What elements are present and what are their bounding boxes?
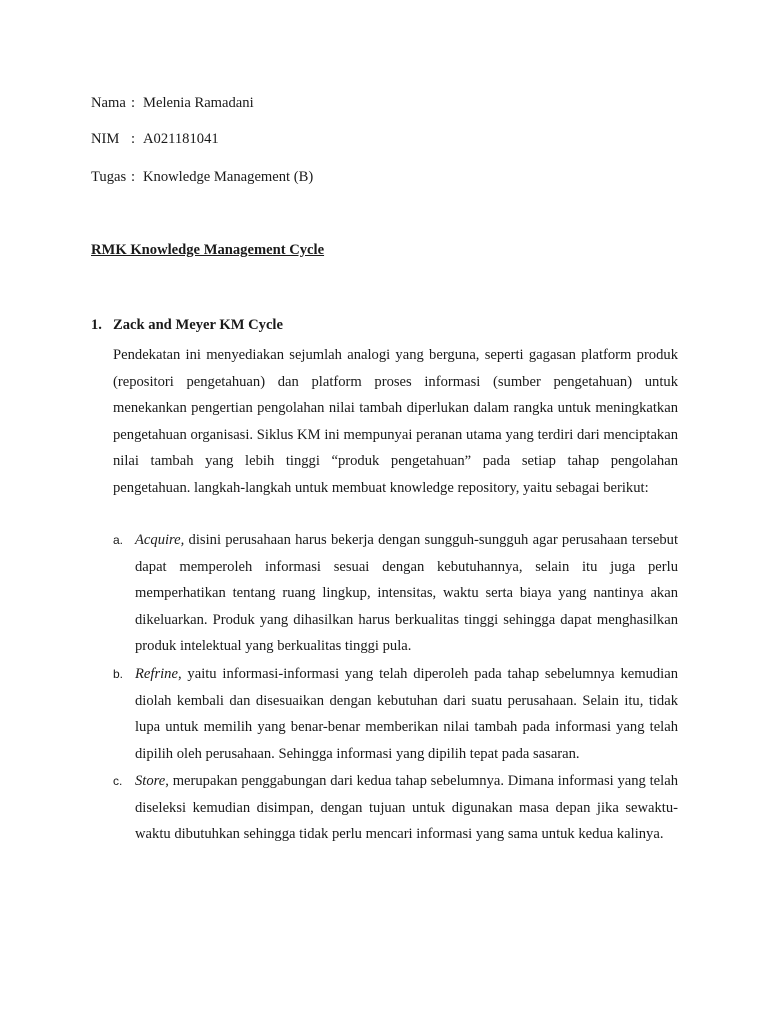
document-title: RMK Knowledge Management Cycle (91, 242, 325, 258)
section-heading (91, 315, 283, 335)
list-item-body: disini perusahaan harus bekerja dengan sungguh-sungguh agar perusahaan tersebut dapat memperoleh informasi sesuai dengan kebutuhannya, selain itu juga perlu memperhatikan tentang ruang lingkup, intensitas, waktu serta biaya yang nantinya akan dikeluarkan. Produk yang dihasilkan harus berkualitas tinggi sehingga dapat menghasilkan produk intelektual yang berkualitas tinggi pula. (135, 532, 678, 655)
meta-row-nim (91, 129, 219, 149)
meta-value: A021181041 (143, 131, 219, 147)
meta-separator: : (131, 95, 136, 111)
list-item-body: , merupakan penggabungan dari kedua tahap sebelumnya. Dimana informasi yang telah diseleksi kemudian disimpan, dengan tujuan untuk digunakan masa depan jika sewaktu-waktu dibutuhkan sehingga tidak perlu mencari informasi yang sama untuk kedua kalinya. (135, 773, 678, 843)
list-item (113, 661, 678, 767)
meta-row-tugas (91, 167, 313, 187)
meta-value: Knowledge Management (B) (143, 169, 314, 185)
list-item (113, 527, 678, 660)
list-item-term: Refrine (135, 666, 178, 682)
list-item-term: Acquire, (135, 532, 185, 548)
meta-label: Tugas (91, 169, 127, 185)
list-item-body: , yaitu informasi-informasi yang telah diperoleh pada tahap sebelumnya kemudian diolah kembali dan disesuaikan dengan kebutuhan dari suatu perusahaan. Selain itu, tidak lupa untuk memilih yang benar-benar memberikan nilai tambah pada informasi yang telah dipilih oleh perusahaan. Sehingga informasi yang dipilih tepat pada sasaran. (135, 666, 678, 762)
list-item-text (135, 768, 678, 848)
list-item-text (135, 527, 678, 660)
meta-value: Melenia Ramadani (143, 95, 254, 111)
list-marker: c. (113, 774, 123, 788)
meta-label: NIM (91, 131, 120, 147)
section-intro-paragraph: Pendekatan ini menyediakan sejumlah analogi yang berguna, seperti gagasan platform produk (repositori pengetahuan) dan platform proses informasi (sumber pengetahuan) untuk menekankan pengertian pengolahan nilai tambah diperlukan dalam rangka untuk meningkatkan pengetahuan organisasi. Siklus KM ini mempunyai peranan utama yang terdiri dari menciptakan nilai tambah yang lebih tinggi “produk pengetahuan” pada setiap tahap pengolahan pengetahuan. langkah-langkah untuk membuat knowledge repository, yaitu sebagai berikut: (113, 347, 678, 496)
meta-separator: : (131, 131, 136, 147)
meta-separator: : (131, 169, 136, 185)
section-title: Zack and Meyer KM Cycle (113, 317, 283, 333)
list-marker: b. (113, 667, 124, 681)
section-number: 1. (91, 317, 102, 333)
meta-row-nama (91, 93, 254, 113)
list-item (113, 768, 678, 848)
list-marker: a. (113, 533, 124, 547)
list-item-term: Store (135, 773, 166, 789)
list-item-text (135, 661, 678, 767)
meta-label: Nama (91, 95, 126, 111)
